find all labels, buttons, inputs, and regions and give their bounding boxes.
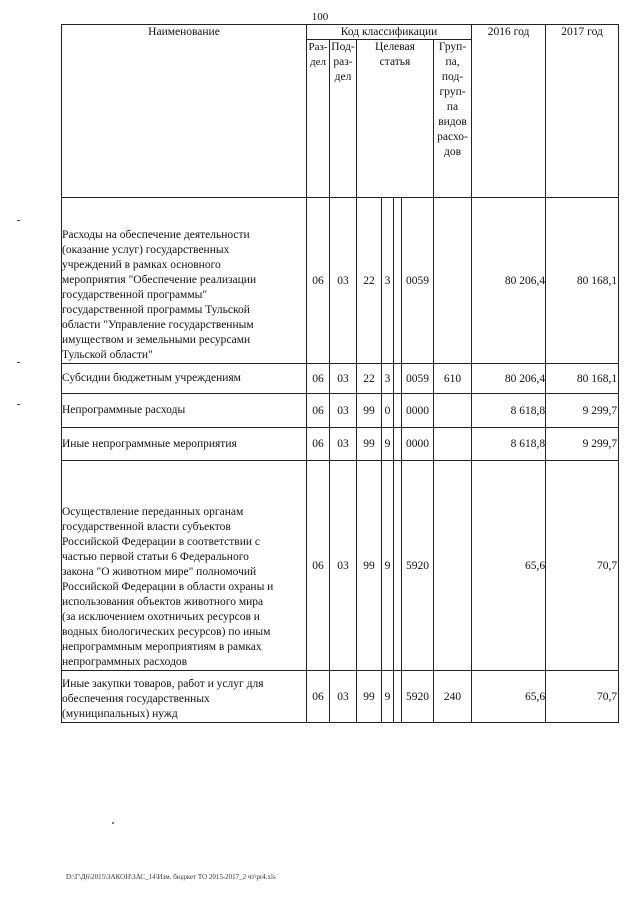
header-razdel-line: дел bbox=[310, 56, 326, 68]
row-target-blank bbox=[394, 394, 402, 428]
header-year-2016: 2016 год bbox=[472, 25, 546, 198]
row-amount-2017: 9 299,7 bbox=[546, 428, 619, 461]
row-target-direction: 0000 bbox=[402, 394, 434, 428]
row-name-line: Российской Федерации в области охраны и bbox=[62, 581, 274, 593]
budget-table bbox=[61, 24, 619, 723]
row-name-line: Субсидии бюджетным учреждениям bbox=[62, 372, 241, 384]
row-razdel: 06 bbox=[307, 428, 330, 461]
table-row bbox=[62, 671, 619, 723]
row-target-subprogram: 9 bbox=[382, 428, 394, 461]
row-name-line: Осуществление переданных органам bbox=[62, 506, 244, 518]
row-target-direction: 5920 bbox=[402, 461, 434, 671]
row-expense-type bbox=[434, 394, 472, 428]
row-expense-type: 240 bbox=[434, 671, 472, 723]
row-expense-type bbox=[434, 428, 472, 461]
header-name: Наименование bbox=[62, 25, 307, 198]
table-row bbox=[62, 428, 619, 461]
row-target-direction: 5920 bbox=[402, 671, 434, 723]
header-podrazdel bbox=[330, 40, 357, 198]
row-target-program: 99 bbox=[357, 461, 382, 671]
row-amount-2017: 70,7 bbox=[546, 671, 619, 723]
row-podrazdel: 03 bbox=[330, 364, 357, 394]
row-name bbox=[62, 198, 307, 364]
row-amount-2016: 65,6 bbox=[472, 461, 546, 671]
row-target-blank bbox=[394, 428, 402, 461]
row-name-line: учреждений в рамках основного bbox=[62, 259, 221, 271]
row-razdel: 06 bbox=[307, 671, 330, 723]
row-name-line: Непрограммные расходы bbox=[62, 404, 186, 416]
row-razdel: 06 bbox=[307, 364, 330, 394]
header-group-line: груп- bbox=[439, 86, 466, 98]
header-razdel bbox=[307, 40, 330, 198]
header-group-line: Груп- bbox=[438, 41, 467, 53]
header-razdel-line: Раз- bbox=[308, 41, 328, 53]
row-target-blank bbox=[394, 364, 402, 394]
row-name-line: непрограммных расходов bbox=[62, 656, 188, 668]
row-target-subprogram: 9 bbox=[382, 671, 394, 723]
row-razdel: 06 bbox=[307, 461, 330, 671]
row-amount-2017: 80 168,1 bbox=[546, 364, 619, 394]
row-name-line: государственной программы Тульской bbox=[62, 304, 250, 316]
row-target-subprogram: 9 bbox=[382, 461, 394, 671]
row-target-program: 99 bbox=[357, 671, 382, 723]
row-razdel: 06 bbox=[307, 198, 330, 364]
header-year-2017: 2017 год bbox=[546, 25, 619, 198]
header-podrazdel-line: раз- bbox=[333, 56, 353, 68]
row-podrazdel: 03 bbox=[330, 394, 357, 428]
row-name-line: частью первой статьи 6 Федерального bbox=[62, 551, 249, 563]
row-name bbox=[62, 461, 307, 671]
row-target-direction: 0000 bbox=[402, 428, 434, 461]
row-target-subprogram: 3 bbox=[382, 364, 394, 394]
row-amount-2017: 9 299,7 bbox=[546, 394, 619, 428]
row-amount-2017: 80 168,1 bbox=[546, 198, 619, 364]
row-podrazdel: 03 bbox=[330, 461, 357, 671]
header-podrazdel-line: дел bbox=[334, 71, 352, 83]
header-row-top bbox=[62, 25, 619, 40]
row-amount-2016: 65,6 bbox=[472, 671, 546, 723]
row-amount-2017: 70,7 bbox=[546, 461, 619, 671]
header-target-line: Целевая bbox=[375, 41, 415, 53]
row-target-blank bbox=[394, 198, 402, 364]
row-name-line: водных биологических ресурсов) по иным bbox=[62, 626, 271, 638]
row-name-line: (за исключением охотничьих ресурсов и bbox=[62, 611, 260, 623]
page-number: 100 bbox=[311, 11, 329, 23]
header-group-line: па, bbox=[445, 56, 460, 68]
row-name bbox=[62, 671, 307, 723]
row-name-line: (оказание услуг) государственных bbox=[62, 244, 230, 256]
row-name-line: использования объектов животного мира bbox=[62, 596, 264, 608]
row-name-line: области "Управление государственным bbox=[62, 319, 254, 331]
header-group-line: расхо- bbox=[437, 131, 468, 143]
row-target-program: 22 bbox=[357, 364, 382, 394]
row-name-line: Тульской области" bbox=[62, 349, 153, 361]
row-amount-2016: 80 206,4 bbox=[472, 198, 546, 364]
row-expense-type: 610 bbox=[434, 364, 472, 394]
row-name-line: (муниципальных) нужд bbox=[62, 708, 178, 720]
header-classification-code: Код классификации bbox=[307, 25, 472, 40]
footer-file-path: D:\Г\Д6\2015\ЗАКОН\ЗАС_14\Изм. бюджет ТО 2015-2017_2 чт\pr4.xls bbox=[66, 873, 276, 881]
row-amount-2016: 8 618,8 bbox=[472, 394, 546, 428]
row-name-line: непрограммным мероприятиям в рамках bbox=[62, 641, 262, 653]
row-name-line: закона "О животном мире" полномочий bbox=[62, 566, 257, 578]
row-name-line: мероприятия "Обеспечение реализации bbox=[62, 274, 257, 286]
row-podrazdel: 03 bbox=[330, 198, 357, 364]
header-group-line: дов bbox=[444, 146, 462, 158]
row-target-direction: 0059 bbox=[402, 364, 434, 394]
row-target-program: 99 bbox=[357, 428, 382, 461]
row-amount-2016: 8 618,8 bbox=[472, 428, 546, 461]
header-expense-group bbox=[434, 40, 472, 198]
row-target-program: 22 bbox=[357, 198, 382, 364]
row-target-subprogram: 3 bbox=[382, 198, 394, 364]
header-target-article bbox=[357, 40, 434, 198]
table-row bbox=[62, 394, 619, 428]
row-name-line: Российской Федерации в соответствии с bbox=[62, 536, 260, 548]
row-amount-2016: 80 206,4 bbox=[472, 364, 546, 394]
row-name-line: Иные непрограммные мероприятия bbox=[62, 437, 237, 450]
row-target-blank bbox=[394, 671, 402, 723]
row-name bbox=[62, 364, 307, 394]
row-podrazdel: 03 bbox=[330, 671, 357, 723]
row-name-line: обеспечения государственных bbox=[62, 693, 210, 705]
table-row bbox=[62, 364, 619, 394]
row-podrazdel: 03 bbox=[330, 428, 357, 461]
scan-dust-mark bbox=[112, 822, 114, 824]
row-name bbox=[62, 394, 307, 428]
row-name bbox=[62, 428, 307, 461]
row-expense-type bbox=[434, 461, 472, 671]
row-name-line: государственной власти субъектов bbox=[62, 521, 231, 533]
header-group-line: видов bbox=[438, 116, 467, 128]
row-name-line: имуществом и земельными ресурсами bbox=[62, 334, 251, 346]
margin-tick-mark bbox=[17, 220, 20, 221]
table-row bbox=[62, 198, 619, 364]
row-name-line: Иные закупки товаров, работ и услуг для bbox=[62, 678, 264, 690]
header-target-line: статья bbox=[379, 56, 411, 68]
margin-tick-mark bbox=[17, 404, 20, 405]
row-expense-type bbox=[434, 198, 472, 364]
row-target-program: 99 bbox=[357, 394, 382, 428]
row-target-direction: 0059 bbox=[402, 198, 434, 364]
margin-tick-mark bbox=[17, 362, 20, 363]
row-name-line: государственной программы" bbox=[62, 289, 208, 301]
row-name-line: Расходы на обеспечение деятельности bbox=[62, 229, 250, 241]
row-target-blank bbox=[394, 461, 402, 671]
header-group-line: под- bbox=[441, 71, 464, 83]
header-podrazdel-line: Под- bbox=[331, 41, 355, 53]
table-row bbox=[62, 461, 619, 671]
row-target-subprogram: 0 bbox=[382, 394, 394, 428]
header-group-line: па bbox=[446, 101, 459, 113]
row-razdel: 06 bbox=[307, 394, 330, 428]
